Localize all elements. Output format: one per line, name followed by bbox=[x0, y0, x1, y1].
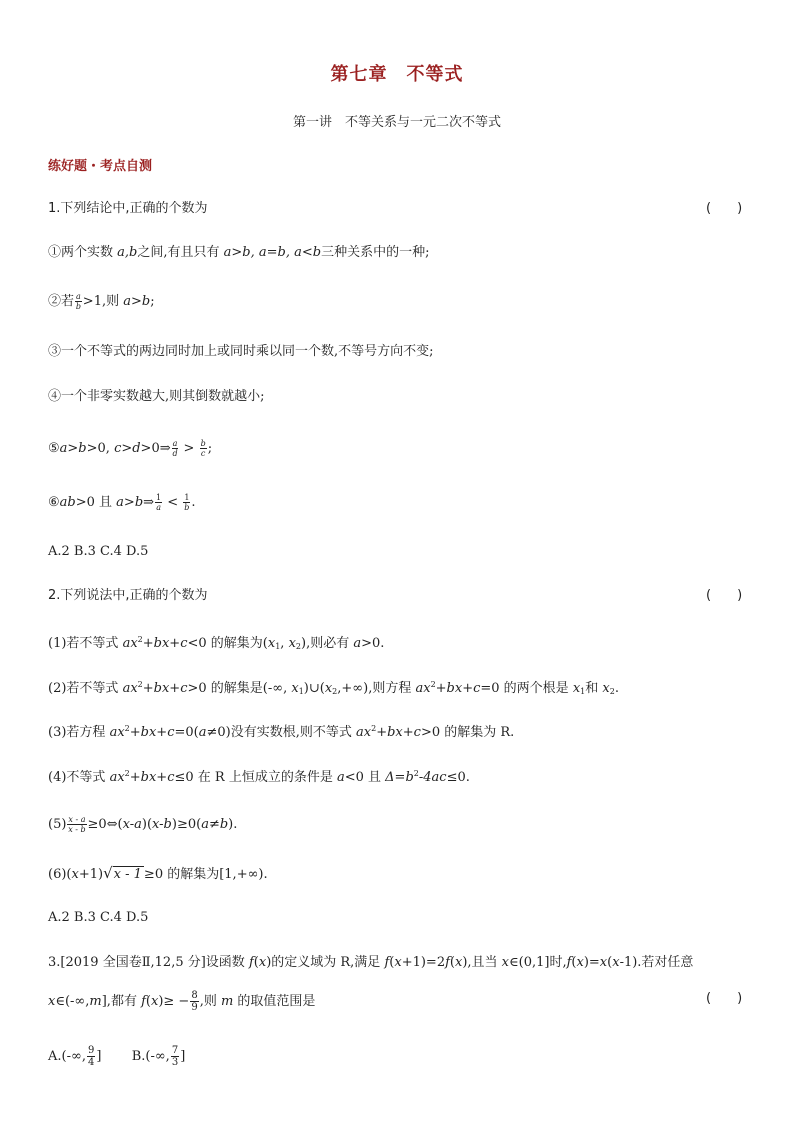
q3-answer-bracket: ( ) bbox=[706, 991, 743, 1006]
q1-item-4: ④一个非零实数越大,则其倒数就越小; bbox=[48, 389, 265, 404]
q2-statement-1: (1)若不等式 $ax^2+bx+c<0$ 的解集为($x_1$, $x_2$),则必有 a>0. bbox=[48, 635, 385, 651]
q1-item-1: ①两个实数 a,b之间,有且只有 a>b, a=b, a<b三种关系中的一种; bbox=[48, 245, 430, 260]
fraction: $\frac{7}{3}$ bbox=[171, 1045, 179, 1068]
fraction: $\frac{a}{b}$ bbox=[75, 292, 81, 311]
q1-stem: 1.下列结论中,正确的个数为 bbox=[48, 201, 208, 216]
q1-item-6: ⑥ab>0 且 a>b⇒ $\frac{1}{a}$ < $\frac{1}{b}$ . bbox=[48, 493, 196, 512]
q1-answer-bracket: ( ) bbox=[706, 201, 743, 216]
q2-statement-5: (5) $\frac{x - a}{x - b}$ ≥0⇔(x-a)(x-b)≥0(a≠b). bbox=[48, 815, 238, 834]
q1-item-2: ②若 $\frac{a}{b}$ >1,则 a>b; bbox=[48, 292, 155, 311]
q2-options: A.2 B.3 C.4 D.5 bbox=[48, 910, 149, 925]
q3-options bbox=[48, 1045, 185, 1068]
q2-statement-3: (3)若方程 $ax^2+bx+c=0(a\ne 0)$没有实数根,则不等式 $ax^2+bx+c>0$ 的解集为 R. bbox=[48, 724, 515, 740]
q2-answer-bracket: ( ) bbox=[706, 588, 743, 603]
q2-statement-6: (6)(x+1)√x - 1 ≥0 的解集为[1,+∞). bbox=[48, 864, 268, 882]
fraction: $\frac{x - a}{x - b}$ bbox=[68, 815, 86, 834]
q1-item-3: ③一个不等式的两边同时加上或同时乘以同一个数,不等号方向不变; bbox=[48, 344, 434, 359]
fraction: $\frac{9}{4}$ bbox=[87, 1045, 95, 1068]
q3-option-b: B.(-∞, $\frac{7}{3}$ ] bbox=[131, 1045, 186, 1068]
section-label: 练好题・考点自测 bbox=[48, 159, 153, 174]
square-root-sign: √ bbox=[103, 864, 113, 882]
q2-statement-2: (2)若不等式 $ax^2+bx+c>0$ 的解集是(-∞, $x_1)\cup(x_2,+\infty)$,则方程 $ax^2+bx+c=0$ 的两个根是 $x_1$和 $x_2$. bbox=[48, 680, 619, 696]
fraction: $\frac{1}{b}$ bbox=[184, 493, 190, 512]
q3-stem-line-1: 3.[2019 全国卷Ⅱ,12,5 分]设函数 f(x)的定义域为 R,满足 f(x+1)=2f(x),且当 x∈(0,1]时,f(x)=x(x-1).若对任意 bbox=[48, 955, 694, 970]
fraction: $\frac{b}{c}$ bbox=[200, 439, 206, 458]
q2-statement-4: (4)不等式 $ax^2+bx+c\le 0$ 在 R 上恒成立的条件是 a<0 且 $\Delta=b^2-4ac\le 0$. bbox=[48, 769, 470, 785]
q1-item-5: ⑤a>b>0, c>d>0⇒ $\frac{a}{d}$ > $\frac{b}{c}$ ; bbox=[48, 439, 213, 458]
q1-options: A.2 B.3 C.4 D.5 bbox=[48, 544, 149, 559]
lecture-title: 第一讲 不等关系与一元二次不等式 bbox=[292, 115, 501, 130]
fraction: $\frac{8}{9}$ bbox=[191, 990, 198, 1013]
fraction: $\frac{1}{a}$ bbox=[156, 493, 162, 512]
fraction: $\frac{a}{d}$ bbox=[172, 439, 178, 458]
q2-stem: 2.下列说法中,正确的个数为 bbox=[48, 588, 208, 603]
chapter-title: 第七章 不等式 bbox=[330, 64, 464, 85]
q3-option-a: A.(-∞, $\frac{9}{4}$ ] bbox=[48, 1045, 102, 1068]
q3-stem-line-2: x∈(-∞,m],都有 f(x)≥ − $\frac{8}{9}$ ,则 m 的取值范围是 bbox=[48, 990, 316, 1013]
